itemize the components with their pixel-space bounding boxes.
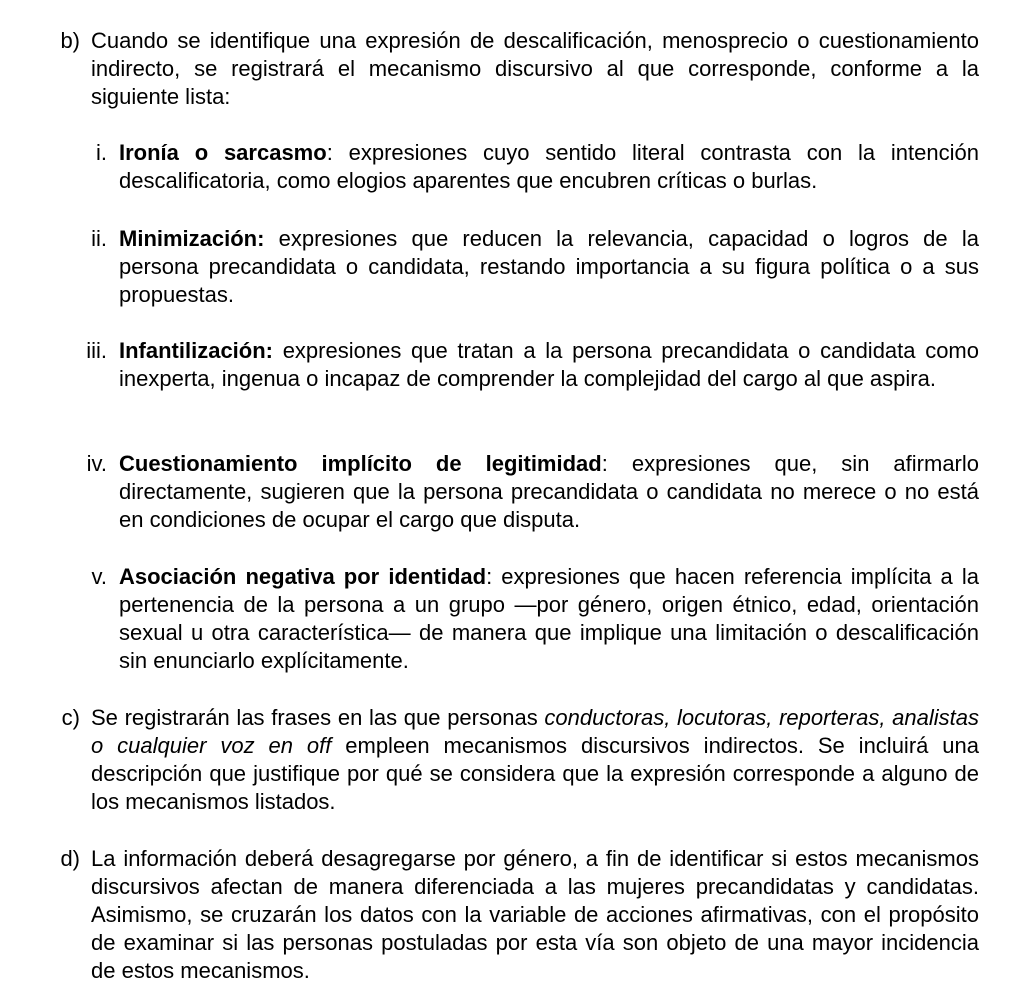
item-c: [91, 704, 979, 816]
item-d-marker: d): [60, 846, 80, 871]
item-c-lead: Se registrarán las frases en las que personas: [91, 705, 545, 730]
subitem-iii-marker: iii.: [86, 338, 107, 363]
item-c-rest: empleen mecanismos discursivos indirectos. Se incluirá una descripción que justifique por qué se considera que la expresión corresponde a alguno de los mecanismos listados.: [91, 733, 979, 814]
subitem-v-term: Asociación negativa por identidad: [119, 564, 487, 589]
subitem-iii-term: Infantilización:: [119, 338, 273, 363]
subitem-v-description: : expresiones que hacen referencia implícita a la pertenencia de la persona a un grupo —por género, origen étnico, edad, orientación sexual u otra característica— de manera que implique una limitación o descalificación sin enunciarlo explícitamente.: [119, 564, 979, 673]
subitem-iv: [119, 450, 979, 534]
subitem-i-term: Ironía o sarcasmo: [119, 140, 327, 165]
subitem-i-description: : expresiones cuyo sentido literal contrasta con la intención descalificatoria, como elogios aparentes que encubren críticas o burlas.: [119, 140, 979, 193]
subitem-iv-term: Cuestionamiento implícito de legitimidad: [119, 451, 602, 476]
subitem-ii-description: expresiones que reducen la relevancia, capacidad o logros de la persona precandidata o candidata, restando importancia a su figura política o a sus propuestas.: [119, 226, 979, 307]
subitem-ii: [119, 225, 979, 309]
subitem-iv-description: : expresiones que, sin afirmarlo directamente, sugieren que la persona precandidata o candidata no merece o no está en condiciones de ocupar el cargo que disputa.: [119, 451, 980, 532]
item-b-marker: b): [60, 28, 80, 53]
item-c-marker: c): [61, 705, 80, 730]
subitem-iii-description: expresiones que tratan a la persona precandidata o candidata como inexperta, ingenua o incapaz de comprender la complejidad del cargo al que aspira.: [119, 338, 979, 391]
item-d-text: La información deberá desagregarse por género, a fin de identificar si estos mecanismos discursivos afectan de manera diferenciada a las mujeres precandidatas y candidatas. Asimismo, se cruzarán los datos con la variable de acciones afirmativas, con el propósito de examinar si las personas postuladas por esta vía son objeto de una mayor incidencia de estos mecanismos.: [91, 846, 979, 983]
subitem-i-marker: i.: [96, 140, 107, 165]
subitem-v: [119, 563, 979, 675]
subitem-ii-marker: ii.: [91, 226, 107, 251]
item-b-text: Cuando se identifique una expresión de descalificación, menosprecio o cuestionamiento indirecto, se registrará el mecanismo discursivo al que corresponde, conforme a la siguiente lista:: [91, 28, 979, 109]
subitem-i: [119, 139, 979, 195]
item-c-italic: conductoras, locutoras, reporteras, analistas o cualquier voz en off: [91, 705, 979, 758]
subitem-v-marker: v.: [91, 564, 107, 589]
subitem-iii: [119, 337, 979, 393]
subitem-iv-marker: iv.: [86, 451, 107, 476]
subitem-ii-term: Minimización:: [119, 226, 265, 251]
